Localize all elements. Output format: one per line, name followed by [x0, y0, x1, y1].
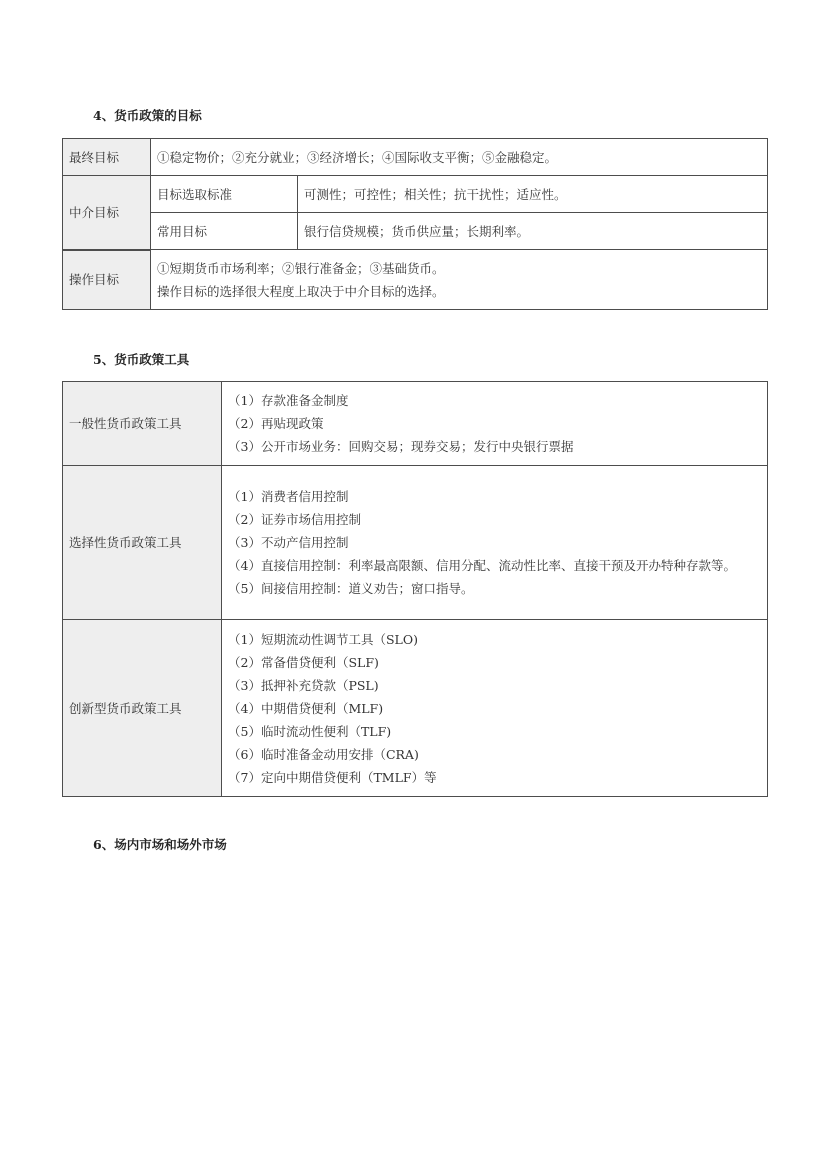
table-row — [63, 466, 768, 620]
common-goals-value: 银行信贷规模；货币供应量；长期利率。 — [298, 213, 768, 250]
operating-goal-value — [151, 250, 768, 310]
list-item: （1）短期流动性调节工具（SLO) — [228, 631, 418, 647]
table-row — [63, 176, 768, 213]
intermediate-goal-label: 中介目标 — [63, 176, 151, 250]
list-item: （3）公开市场业务：回购交易；现券交易；发行中央银行票据 — [228, 439, 574, 454]
section-4-heading: 4、货币政策的目标 — [93, 108, 202, 123]
list-item: （4）直接信用控制：利率最高限额、信用分配、流动性比率、直接干预及开办特种存款等。 — [228, 558, 736, 573]
list-item: （3）抵押补充贷款（PSL) — [228, 677, 379, 693]
common-goals-label: 常用目标 — [151, 213, 298, 250]
operating-goal-label: 操作目标 — [63, 250, 151, 310]
selection-criteria-value: 可测性；可控性；相关性；抗干扰性；适应性。 — [298, 176, 768, 213]
list-item: （1）消费者信用控制 — [228, 489, 349, 504]
operating-goal-line: ①短期货币市场利率；②银行准备金；③基础货币。 — [157, 260, 445, 276]
selection-criteria-label: 目标选取标准 — [151, 176, 298, 213]
section-5-heading: 5、货币政策工具 — [93, 352, 190, 367]
section-6-heading: 6、场内市场和场外市场 — [93, 837, 227, 852]
selective-tools-label: 选择性货币政策工具 — [63, 466, 222, 620]
list-item: （1）存款准备金制度 — [228, 393, 349, 408]
list-item: （4）中期借贷便利（MLF) — [228, 700, 384, 716]
list-item: （6）临时准备金动用安排（CRA) — [228, 746, 419, 762]
operating-goal-line: 操作目标的选择很大程度上取决于中介目标的选择。 — [157, 283, 445, 299]
table-row — [63, 250, 768, 310]
selective-tools-list — [222, 466, 768, 620]
table-row — [63, 382, 768, 466]
table-row — [63, 620, 768, 797]
table-row — [63, 213, 768, 250]
general-tools-list — [222, 382, 768, 466]
list-item: （2）常备借贷便利（SLF) — [228, 654, 379, 670]
list-item: （7）定向中期借贷便利（TMLF）等 — [228, 769, 437, 785]
general-tools-label: 一般性货币政策工具 — [63, 382, 222, 466]
innovative-tools-list — [222, 620, 768, 797]
list-item: （2）证券市场信用控制 — [228, 512, 361, 527]
table-row — [63, 139, 768, 176]
monetary-policy-goals-table — [62, 138, 768, 310]
list-item: （3）不动产信用控制 — [228, 535, 349, 550]
final-goal-label: 最终目标 — [63, 139, 151, 176]
list-item: （5）间接信用控制：道义劝告；窗口指导。 — [228, 581, 474, 596]
list-item: （5）临时流动性便利（TLF) — [228, 723, 392, 739]
monetary-policy-tools-table — [62, 381, 768, 797]
innovative-tools-label: 创新型货币政策工具 — [63, 620, 222, 797]
final-goal-value: ①稳定物价；②充分就业；③经济增长；④国际收支平衡；⑤金融稳定。 — [151, 139, 768, 176]
list-item: （2）再贴现政策 — [228, 416, 324, 431]
